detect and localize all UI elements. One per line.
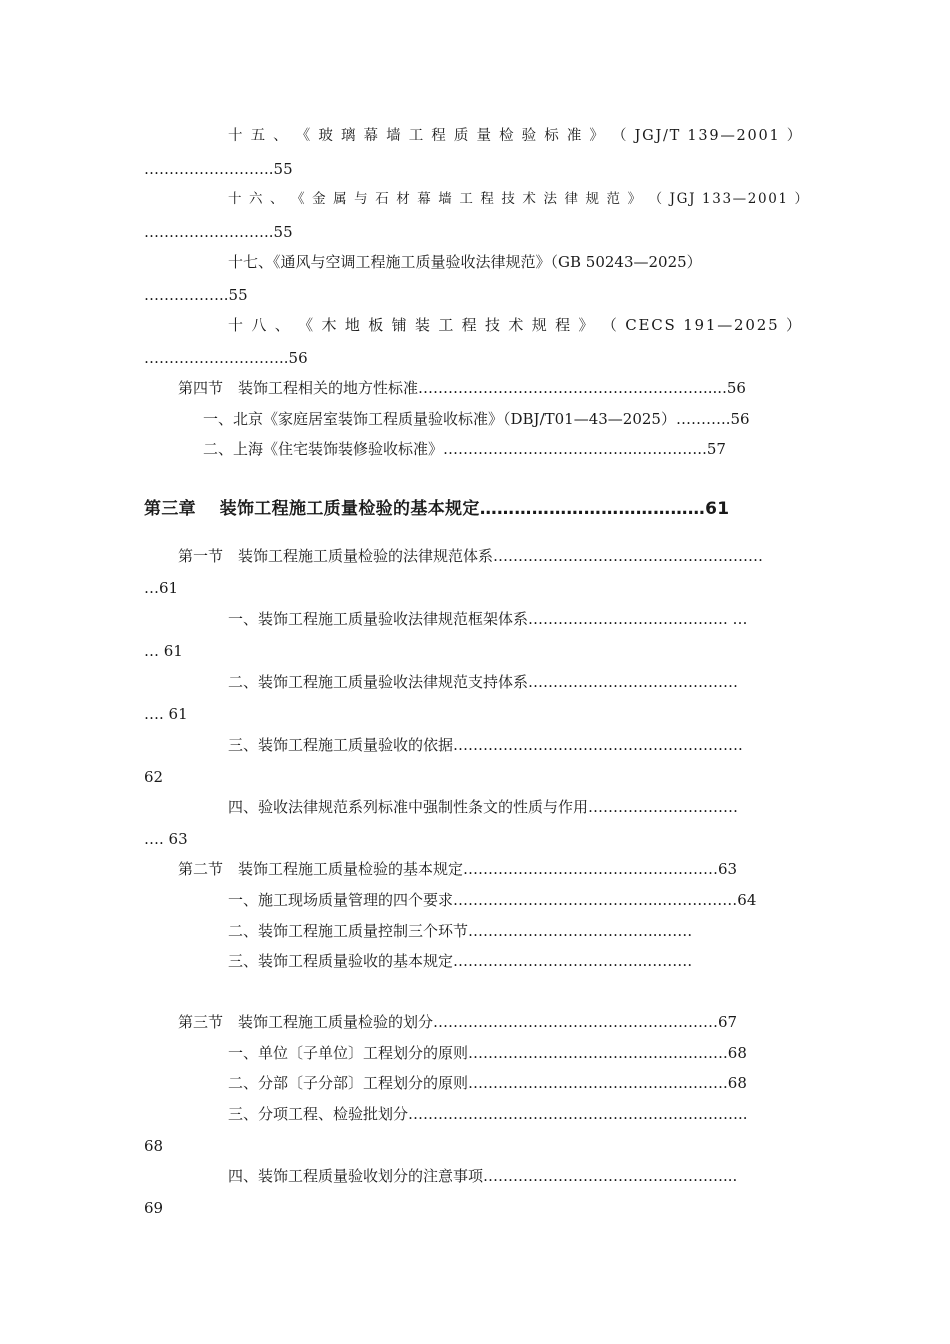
toc-entry-3-1-2: 二、装饰工程施工质量验收法律规范支持体系…………………………………… <box>228 673 739 691</box>
toc-entry-shanghai: 二、上海《住宅装饰装修验收标准》………………………………...…………..57 <box>203 440 726 458</box>
toc-entry-3-3-4: 四、装饰工程质量验收划分的注意事项…………………………………………... <box>228 1167 738 1185</box>
toc-entry-3-1-4: 四、验收法律规范系列标准中强制性条文的性质与作用………………………… <box>228 798 739 816</box>
toc-chapter-3: 第三章 装饰工程施工质量检验的基本规定…………………………………61 <box>144 499 730 519</box>
toc-entry-3-1-3-page: 62 <box>144 768 164 786</box>
toc-entry-3-2-3: 三、装饰工程质量验收的基本规定………………………………...……… <box>228 952 693 970</box>
toc-entry-3-2-1: 一、施工现场质量管理的四个要求…………………………………...……………64 <box>228 891 757 909</box>
toc-entry-3-3-3: 三、分项工程、检验批划分………………………………………………………….. <box>228 1105 748 1123</box>
toc-entry-15: 十 五 、 《 玻 璃 幕 墙 工 程 质 量 检 验 标 准 》 （ JGJ/T 139—2001 ） <box>228 128 804 144</box>
toc-entry-17-page: ……………..55 <box>144 286 248 304</box>
toc-entry-17: 十七、《通风与空调工程施工质量验收法律规范》（GB 50243—2025） <box>228 253 702 271</box>
toc-entry-15-page: ……………………..55 <box>144 160 293 178</box>
toc-entry-3-1-3: 三、装饰工程施工质量验收的依据…………………………………………………. <box>228 736 743 754</box>
toc-section-1: 第一节 装饰工程施工质量检验的法律规范体系……………………………………………… <box>178 547 764 565</box>
toc-entry-3-3-3-page: 68 <box>144 1137 164 1155</box>
toc-entry-3-3-1: 一、单位〔子单位〕工程划分的原则…………………………………………….68 <box>228 1044 747 1062</box>
toc-entry-3-1-2-page: …. 61 <box>144 705 188 723</box>
toc-section-3: 第三节 装饰工程施工质量检验的划分…………………………………………………67 <box>178 1013 738 1031</box>
toc-entry-16-page: ……………………..55 <box>144 223 293 241</box>
toc-entry-3-3-2: 二、分部〔子分部〕工程划分的原则…………………………………………….68 <box>228 1074 747 1092</box>
toc-entry-3-1-1-page: … 61 <box>144 642 183 660</box>
toc-section-2: 第二节 装饰工程施工质量检验的基本规定……………………………………………63 <box>178 860 738 878</box>
toc-entry-16: 十 六 、 《 金 属 与 石 材 幕 墙 工 程 技 术 法 律 规 范 》 （ JGJ 133—2001 ） <box>228 191 810 207</box>
toc-section-1-page: …61 <box>144 579 179 597</box>
toc-entry-3-2-2: 二、装饰工程施工质量控制三个环节………………………………...…… <box>228 922 693 940</box>
toc-entry-3-1-1: 一、装饰工程施工质量验收法律规范框架体系…………………………………. … <box>228 610 748 628</box>
toc-entry-beijing: 一、北京《家庭居室装饰工程质量验收标准》（DBJ/T01—43—2025）………..56 <box>203 410 750 428</box>
toc-entry-18: 十 八 、 《 木 地 板 铺 装 工 程 技 术 规 程 》 （ CECS 191—2025 ） <box>228 316 803 334</box>
toc-entry-3-1-4-page: …. 63 <box>144 830 188 848</box>
toc-entry-3-3-4-page: 69 <box>144 1199 164 1217</box>
toc-entry-18-page: ………………………..56 <box>144 349 308 367</box>
toc-section-4: 第四节 装饰工程相关的地方性标准………………………………………………….....56 <box>178 379 746 397</box>
